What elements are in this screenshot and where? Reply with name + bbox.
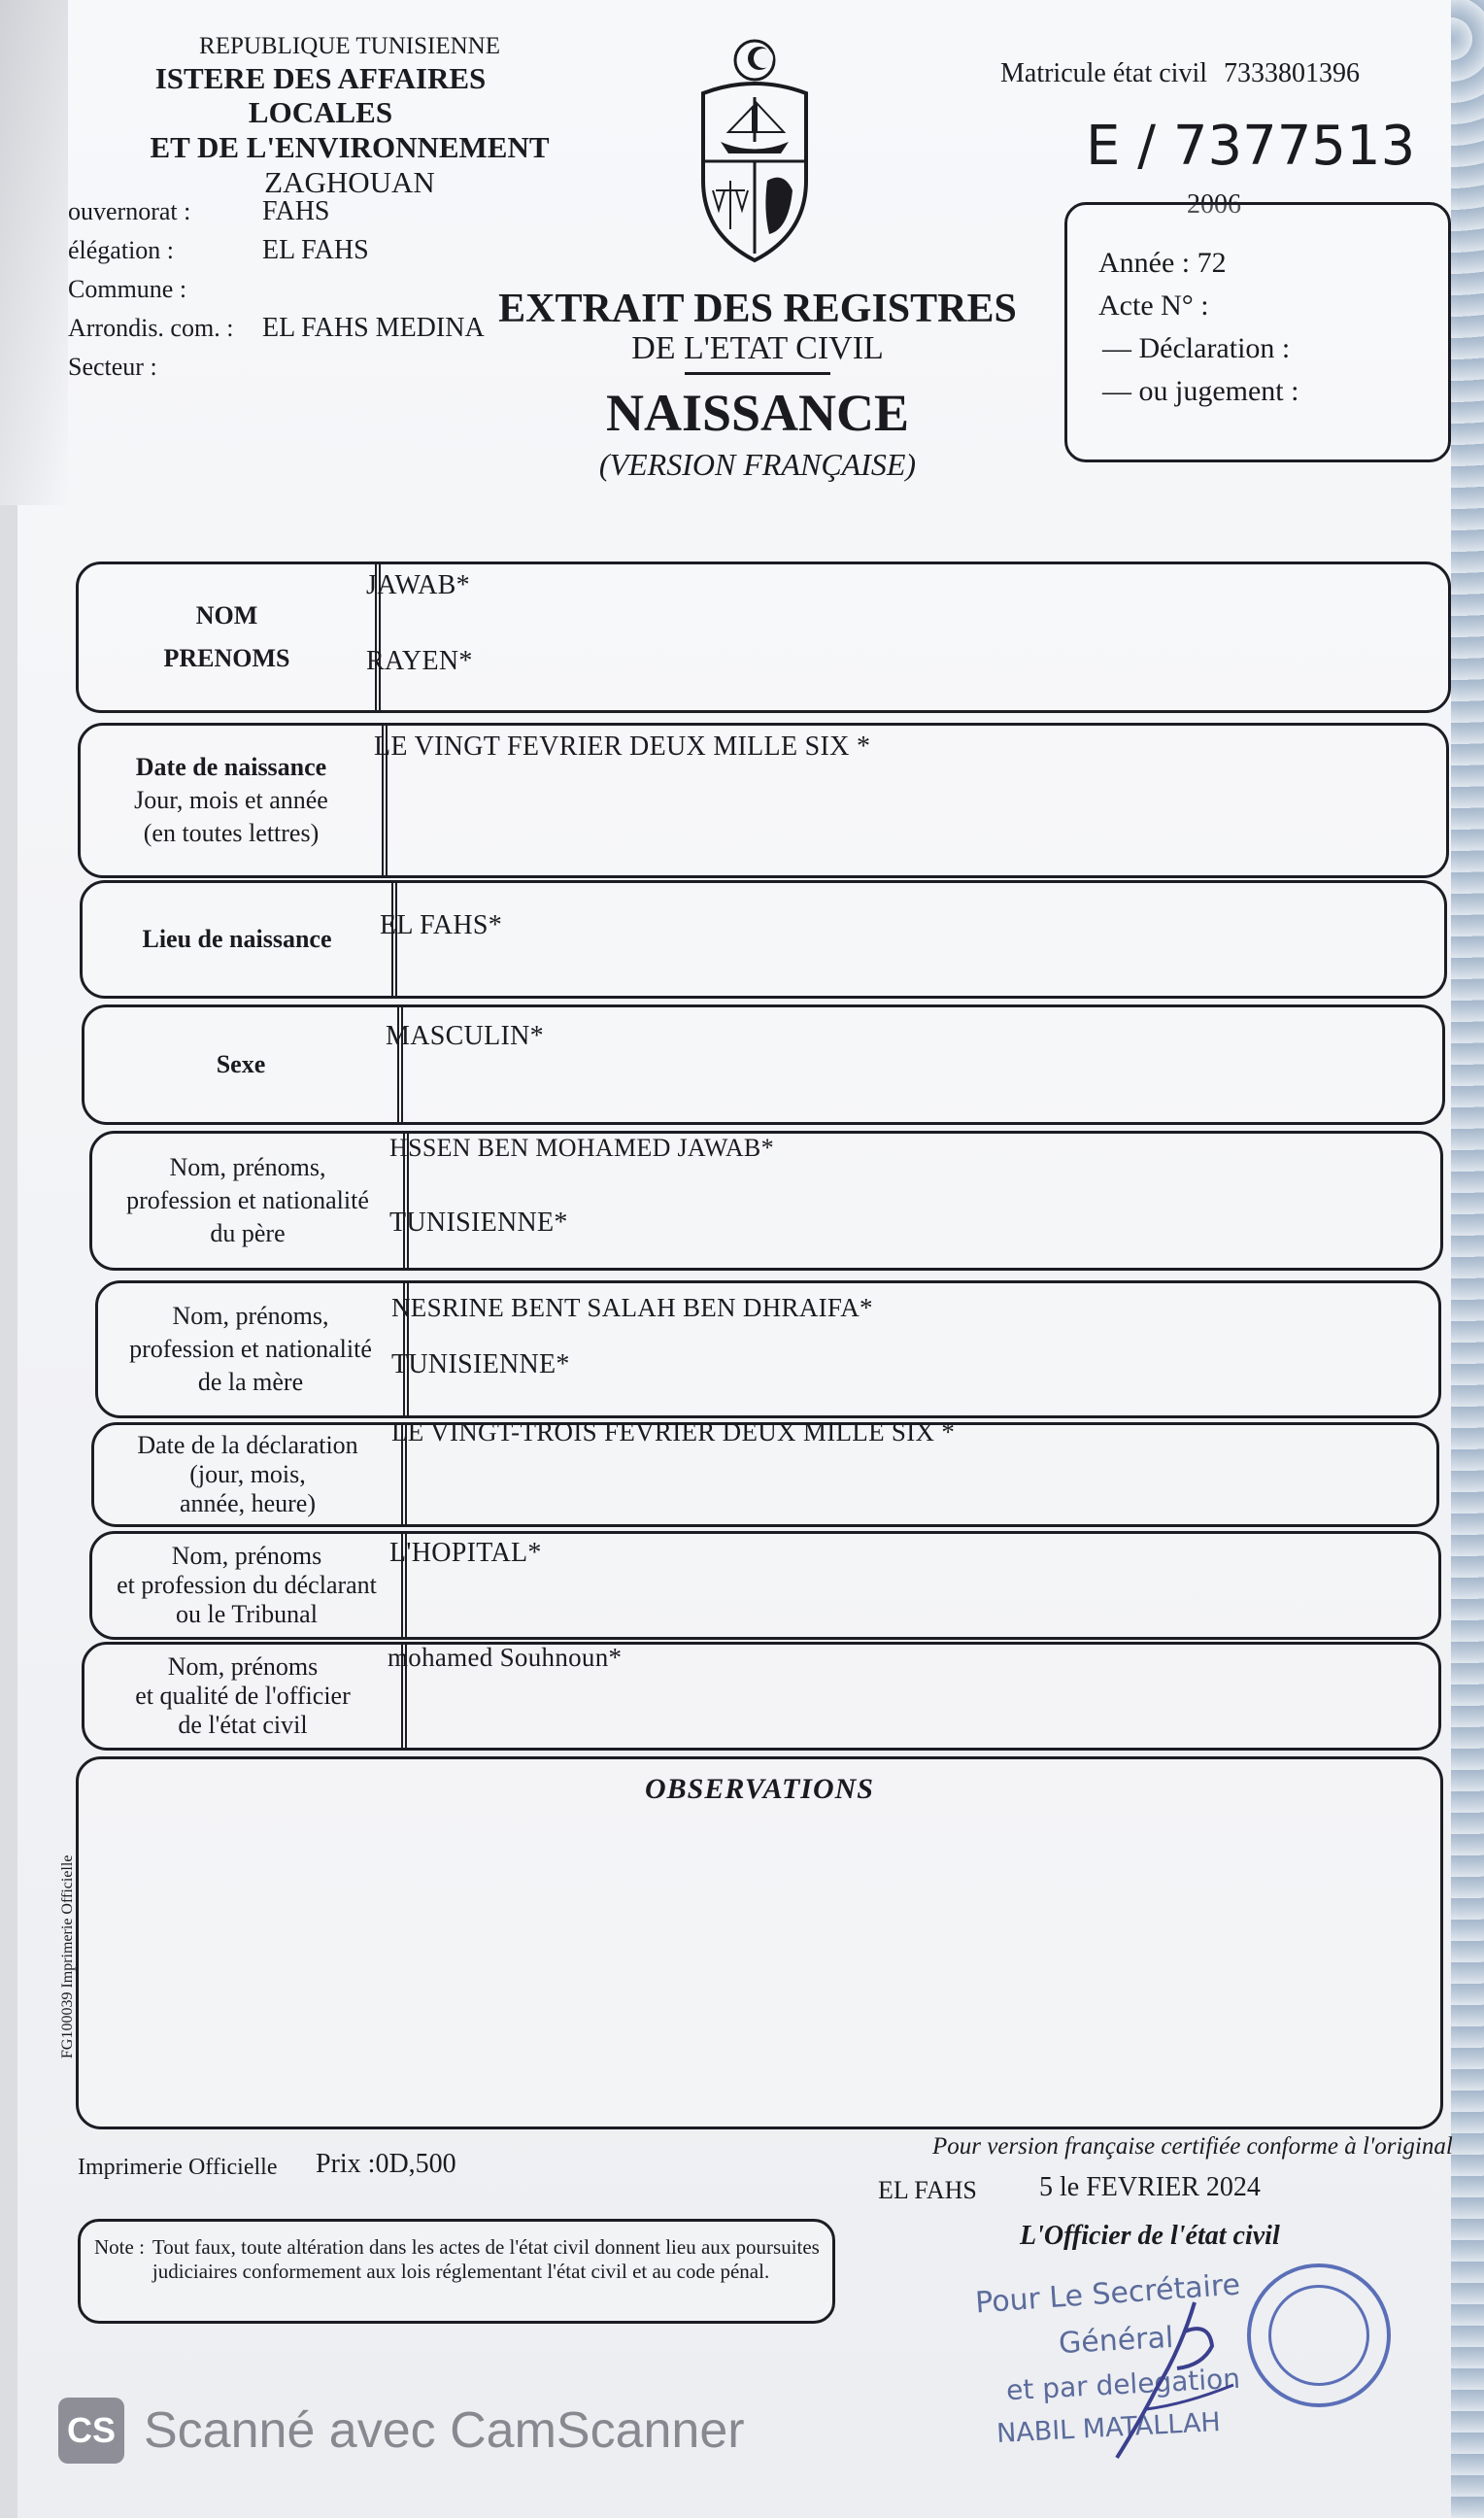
region-text: ZAGHOUAN: [264, 164, 435, 199]
label-line: Nom, prénoms: [167, 1652, 319, 1682]
price-text: Prix :0D,500: [316, 2149, 456, 2179]
matricule-value: 7333801396: [1224, 58, 1361, 88]
acte-label: Acte N° :: [1098, 289, 1209, 322]
row-sexe: [82, 1004, 1445, 1125]
observations-title: OBSERVATIONS: [645, 1773, 874, 1805]
matricule-label: Matricule état civil: [1000, 58, 1208, 88]
value-declarant: L'HOPITAL*: [389, 1538, 542, 1568]
title-underline: [685, 372, 830, 375]
note-text: Tout faux, toute altération dans les actes de l'état civil donnent lieu aux poursuites judiciaires conformement aux lois réglementant l'état civil et au code pénal.: [152, 2235, 820, 2284]
seal-inner-ring: [1268, 2285, 1369, 2386]
annee-row: [1098, 242, 1298, 285]
row-label: Lieu de naissance: [142, 925, 332, 954]
field-label: ouvernorat :: [68, 197, 191, 225]
serial-number: [1086, 115, 1415, 178]
declaration-label: — Déclaration :: [1102, 332, 1291, 364]
signature-icon: [1088, 2293, 1253, 2467]
row-mere: [95, 1280, 1441, 1418]
official-seal-icon: [1247, 2263, 1391, 2407]
value-officier: mohamed Souhnoun*: [388, 1643, 623, 1672]
label-line: Nom, prénoms: [171, 1542, 322, 1571]
field-label: Arrondis. com. :: [68, 314, 234, 342]
header-center: [495, 288, 1020, 483]
label-line: ou le Tribunal: [176, 1599, 318, 1628]
label-line: année, heure): [179, 1488, 317, 1517]
field-gouvernorat: [68, 192, 485, 231]
row-date-naissance: [78, 723, 1449, 878]
row-label: [81, 726, 382, 875]
field-secteur: [68, 348, 485, 387]
row-pere: [89, 1131, 1443, 1271]
camscanner-text: Scanné avec CamScanner: [144, 2402, 745, 2459]
value-pere-nationalite: TUNISIENNE*: [389, 1208, 568, 1238]
certified-text: Pour version française certifiée conforme à l'original: [932, 2133, 1453, 2160]
printer-name: Imprimerie Officielle: [78, 2155, 278, 2180]
side-print: FG100039 Imprimerie Officielle: [59, 1854, 76, 2059]
paper-fold-shadow: [0, 0, 68, 505]
row-lieu-naissance: [80, 880, 1447, 999]
row-label: Sexe: [216, 1050, 266, 1079]
label-line: (jour, mois,: [189, 1460, 306, 1489]
value-pere: HSSEN BEN MOHAMED JAWAB*: [389, 1134, 774, 1162]
label-line: (en toutes lettres): [143, 818, 320, 847]
date-text: 5 le FEVRIER 2024: [1039, 2172, 1261, 2202]
stamp-line1: Pour Le Secrétaire: [974, 2267, 1242, 2321]
field-label: Commune :: [68, 275, 187, 303]
field-value: FAHS: [262, 196, 330, 226]
republic-text: REPUBLIQUE TUNISIENNE: [199, 33, 500, 59]
observations-box: [76, 1756, 1443, 2129]
row-label: [84, 1645, 401, 1748]
row-declaration: [91, 1417, 1439, 1527]
field-value: EL FAHS MEDINA: [262, 313, 485, 343]
place-text: EL FAHS: [878, 2176, 977, 2204]
row-officier: [82, 1642, 1441, 1751]
field-label: élégation :: [68, 236, 175, 264]
admin-fields: [68, 192, 485, 387]
value-mere-nationalite: TUNISIENNE*: [391, 1349, 570, 1379]
acte-fields: [1098, 242, 1298, 413]
officer-title: L'Officier de l'état civil: [1020, 2221, 1280, 2251]
label-prenoms: PRENOMS: [163, 644, 290, 672]
ministry-line1: ISTERE DES AFFAIRES LOCALES: [154, 60, 487, 130]
label-nom: NOM: [195, 601, 258, 630]
matricule: [1000, 58, 1360, 89]
row-label: [92, 1534, 401, 1637]
row-nom: [76, 561, 1451, 713]
version-text: (VERSION FRANÇAISE): [598, 446, 917, 482]
label-line: Nom, prénoms,: [169, 1153, 326, 1182]
value-nom: JAWAB*: [366, 570, 470, 600]
value-lieu: EL FAHS*: [380, 910, 503, 940]
ministry-line2: ET DE L'ENVIRONNEMENT: [150, 130, 550, 165]
camscanner-logo-icon: CS: [58, 2398, 124, 2464]
note-box: [78, 2219, 835, 2324]
annee-label: Année :: [1098, 247, 1191, 279]
label-line: profession et nationalité: [129, 1335, 372, 1364]
label-line: Jour, mois et année: [134, 786, 328, 815]
value-mere: NESRINE BENT SALAH BEN DHRAIFA*: [391, 1293, 873, 1322]
note-label: Note :: [94, 2235, 145, 2259]
document-type: NAISSANCE: [605, 384, 910, 443]
title-line2: DE L'ETAT CIVIL: [631, 330, 884, 367]
label-line: Date de la déclaration: [137, 1431, 358, 1460]
value-prenoms: RAYEN*: [366, 646, 473, 676]
label-line: et qualité de l'officier: [135, 1682, 351, 1711]
stamp-line2: Général: [1058, 2320, 1175, 2362]
stamp-line4: NABIL MATALLAH: [995, 2406, 1222, 2450]
label-line: profession et nationalité: [126, 1186, 369, 1215]
field-label: Secteur :: [68, 353, 157, 381]
serial-value: 7377513: [1172, 115, 1416, 178]
label-line: Date de naissance: [135, 753, 327, 782]
jugement-label: — ou jugement :: [1102, 375, 1299, 407]
label-line: du père: [210, 1218, 286, 1247]
annee-value: 72: [1197, 247, 1227, 279]
coat-of-arms-icon: [691, 35, 818, 268]
row-label: [92, 1134, 403, 1268]
label-line: de la mère: [197, 1367, 304, 1396]
serial-prefix: E /: [1086, 115, 1157, 178]
title-line1: EXTRAIT DES REGISTRES: [498, 287, 1017, 331]
year-written: 2006: [1187, 189, 1241, 220]
row-declarant: [89, 1531, 1441, 1640]
value-declaration: LE VINGT-TROIS FEVRIER DEUX MILLE SIX *: [391, 1417, 956, 1446]
field-delegation: [68, 231, 485, 270]
camscanner-watermark: [58, 2398, 745, 2464]
acte-box: [1064, 202, 1451, 462]
row-label: [79, 564, 375, 710]
value-date-naissance: LE VINGT FEVRIER DEUX MILLE SIX *: [374, 732, 871, 762]
header-left: [146, 33, 554, 199]
row-label: [94, 1425, 401, 1524]
torn-edge: [1451, 0, 1484, 2518]
label-line: de l'état civil: [178, 1710, 308, 1739]
field-commune: [68, 270, 485, 309]
stamp-line3: et par delegation: [1005, 2362, 1241, 2407]
label-line: Nom, prénoms,: [172, 1302, 329, 1331]
field-value: EL FAHS: [262, 235, 369, 265]
row-label: [98, 1283, 403, 1415]
note-content: [94, 2235, 821, 2284]
field-arrondissement: [68, 309, 485, 348]
value-sexe: MASCULIN*: [386, 1021, 544, 1051]
label-line: et profession du déclarant: [117, 1571, 377, 1600]
